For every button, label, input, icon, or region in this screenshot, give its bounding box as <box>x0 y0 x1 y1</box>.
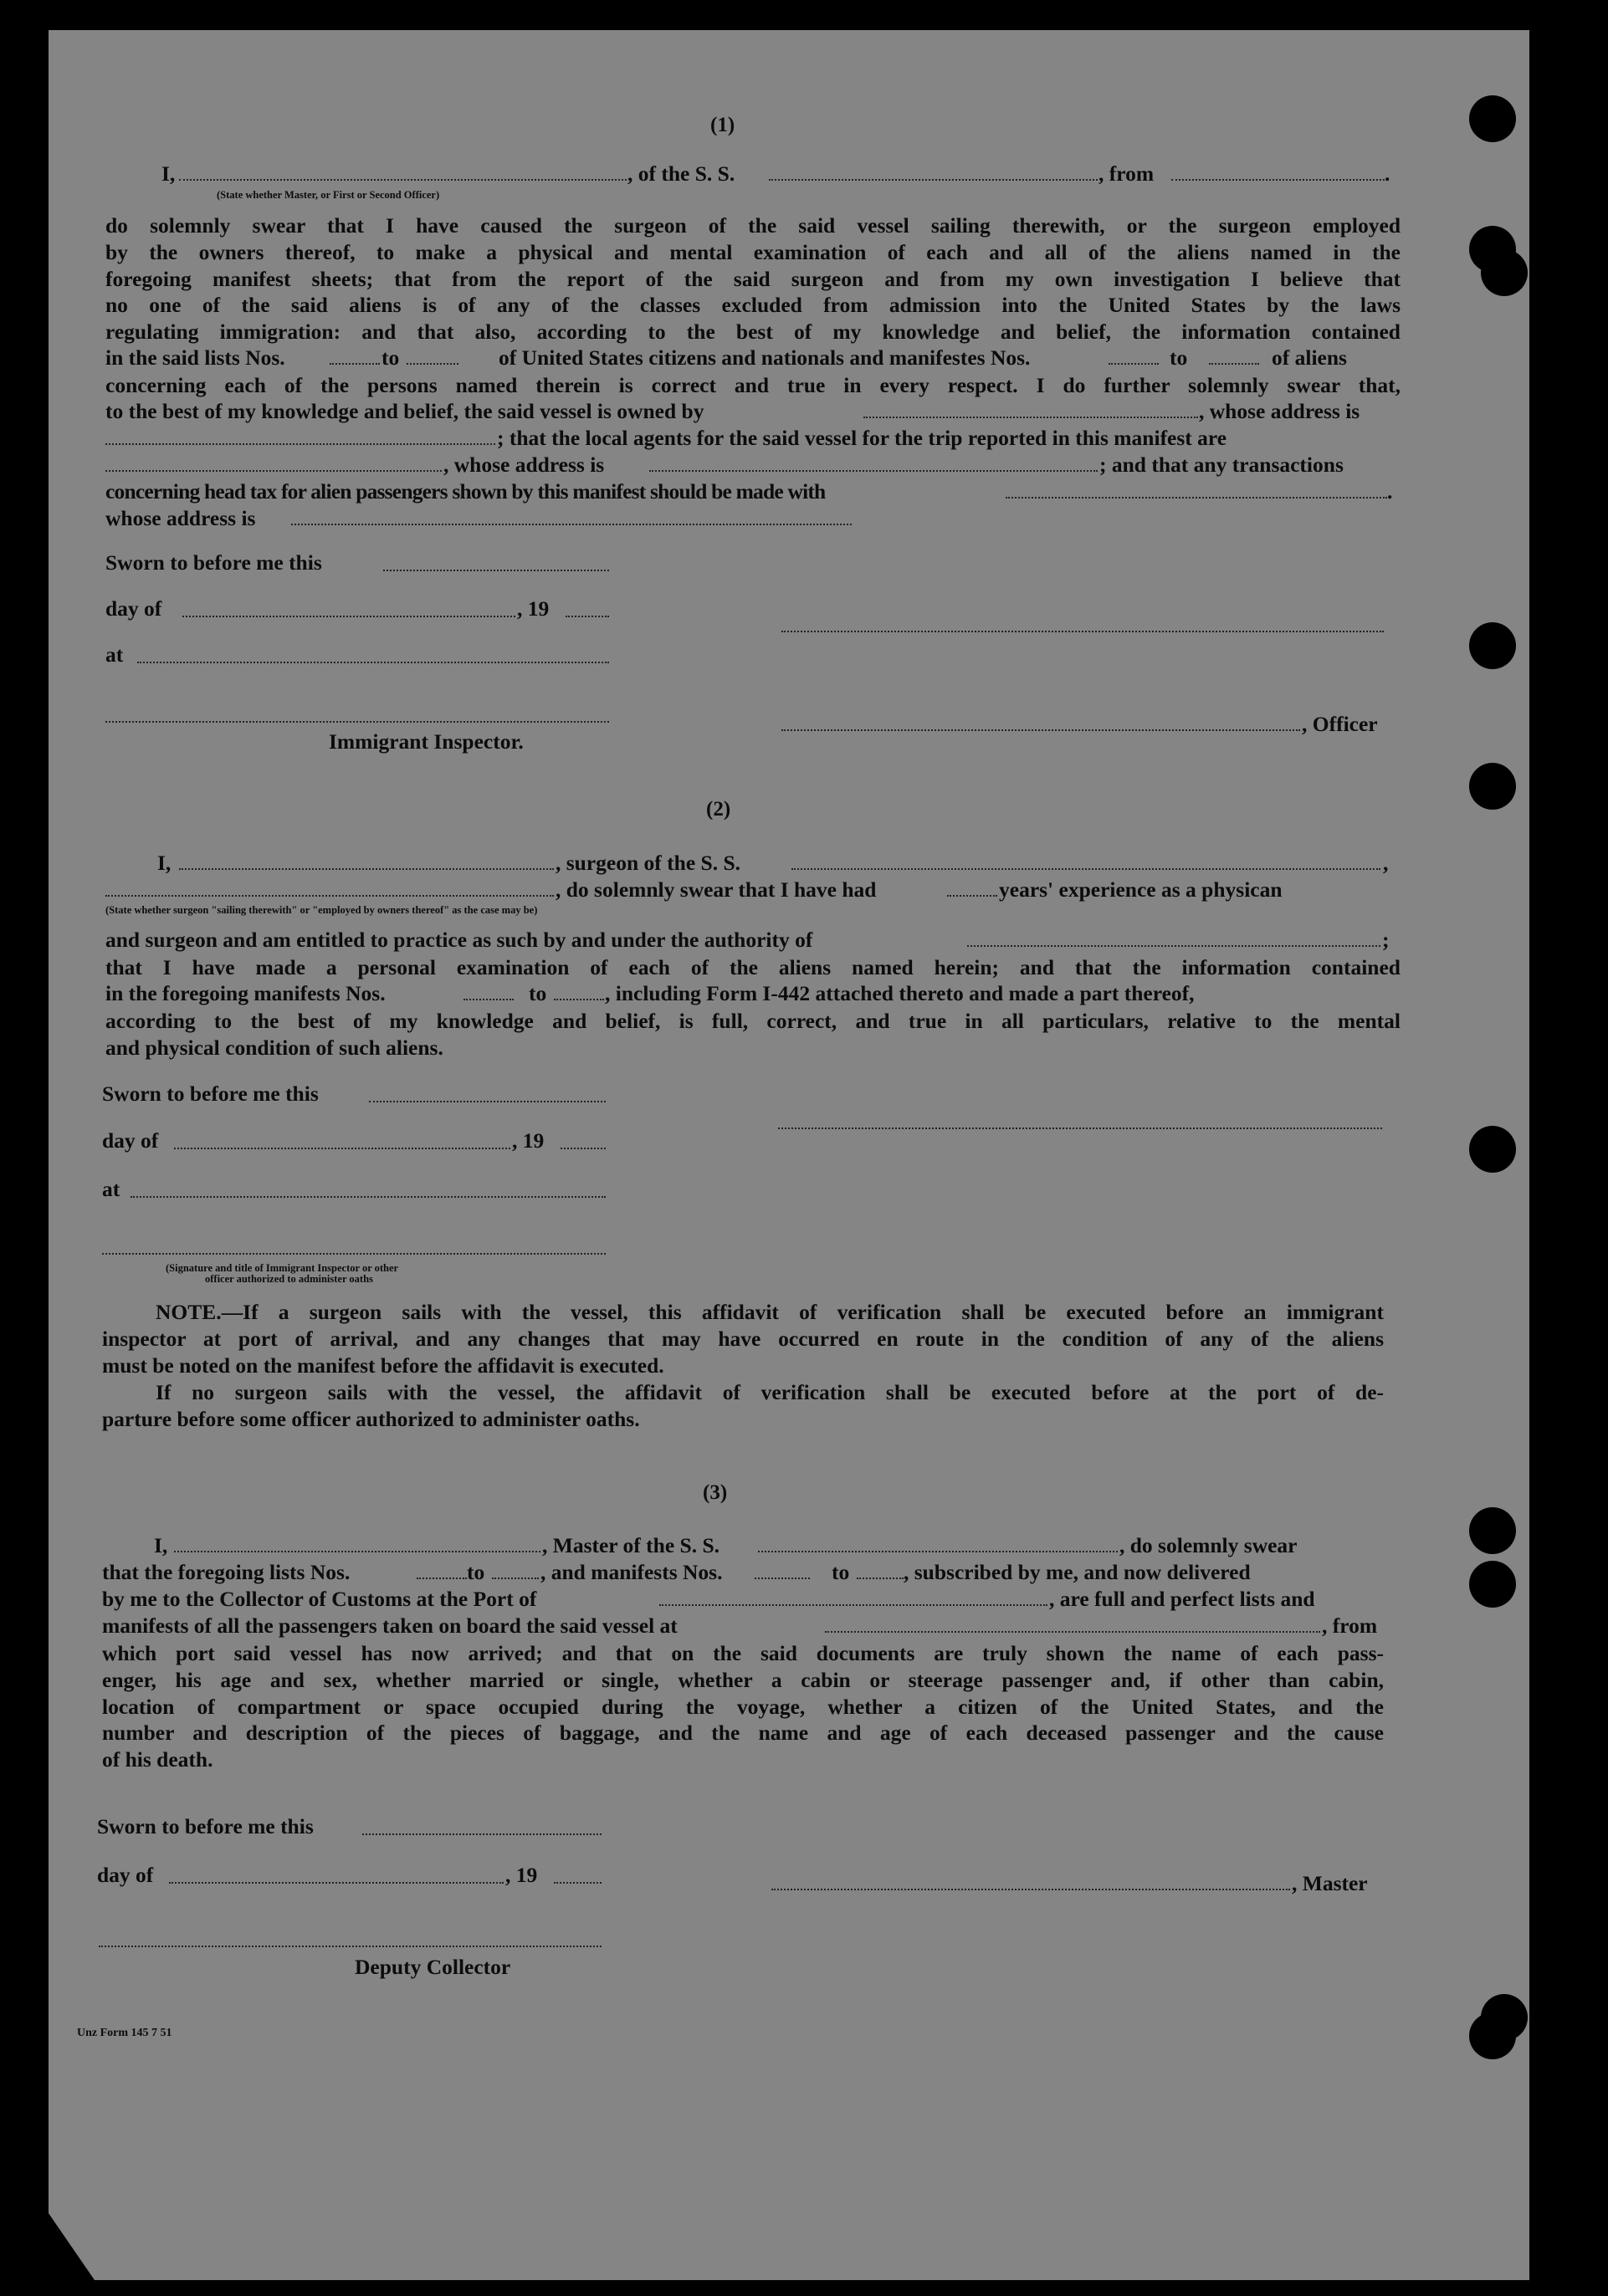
s1-at: at <box>105 642 124 667</box>
s2-paragraph-b <box>105 1008 1401 1061</box>
s1-line-2: by the owners thereof, to make a physical and mental examination of each and all of the aliens named in the <box>105 239 1401 264</box>
s3-line-6: enger, his age and sex, whether married or single, whether a cabin or steerage passenger and, if other than cabin, <box>102 1667 1384 1692</box>
s1-officer-line[interactable] <box>781 729 1300 731</box>
s1-of-ss: , of the S. S. <box>627 161 735 186</box>
s1-signature-line[interactable] <box>781 631 1384 632</box>
s3-l2-d: to <box>832 1560 850 1584</box>
s2-authority-field[interactable] <box>967 945 1380 947</box>
s2-years-field[interactable] <box>947 895 997 897</box>
s3-l3-a: by me to the Collector of Customs at the Port of <box>102 1587 537 1611</box>
s1-from: , from <box>1098 161 1155 186</box>
section-2-number: (2) <box>706 798 731 821</box>
s2-note-line-1: NOTE.—If a surgeon sails with the vessel, this affidavit of verification shall be executed before an immigrant <box>156 1300 1384 1324</box>
s3-l3-b: , are full and perfect lists and <box>1049 1587 1315 1611</box>
s1-vessel-field[interactable] <box>769 179 1098 181</box>
s3-master-signature-line[interactable] <box>771 1889 1290 1890</box>
s1-month-field[interactable] <box>182 616 515 617</box>
s1-l8-a: to the best of my knowledge and belief, the said vessel is owned by <box>105 399 704 423</box>
s2-comma: , <box>1383 851 1389 875</box>
s3-day-of: day of <box>97 1863 154 1887</box>
form-number: Unz Form 145 7 51 <box>77 2027 172 2039</box>
s3-boarding-port-field[interactable] <box>825 1631 1320 1633</box>
s2-line-4: that I have made a personal examination of each of the aliens named herein; and that the information contained <box>105 955 1401 979</box>
s2-note-line-3: must be noted on the manifest before the affidavit is executed. <box>102 1353 664 1378</box>
s1-line-1: do solemnly swear that I have caused the surgeon of the said vessel sailing therewith, or the surgeon employed <box>105 213 1401 238</box>
s3-lists-from-field[interactable] <box>417 1578 467 1579</box>
s1-l6-d: to <box>1170 345 1188 370</box>
s1-master-name-field[interactable] <box>179 179 627 181</box>
s3-lists-to-field[interactable] <box>492 1578 539 1579</box>
s1-agent-address-field[interactable] <box>649 470 1098 472</box>
s1-inspector: Immigrant Inspector. <box>329 729 524 754</box>
s3-l2-e: , subscribed by me, and now delivered <box>904 1560 1251 1584</box>
s3-l2-a: that the foregoing lists Nos. <box>102 1560 351 1584</box>
s1-at-field[interactable] <box>137 662 609 663</box>
s3-vessel-field[interactable] <box>758 1551 1118 1552</box>
s1-l10-b: ; and that any transactions <box>1099 453 1344 477</box>
s3-lead: I, <box>154 1533 168 1557</box>
s1-headtax-field[interactable] <box>1006 497 1387 499</box>
s3-port-field[interactable] <box>659 1604 1047 1606</box>
s3-manifests-to-field[interactable] <box>857 1578 904 1579</box>
s1-l10-a: , whose address is <box>443 453 605 477</box>
s1-line-3: foregoing manifest sheets; that from the report of the said surgeon and from my own investigation I believe that <box>105 266 1401 291</box>
torn-corner <box>49 2213 95 2280</box>
s2-nineteen: , 19 <box>512 1128 545 1153</box>
s3-line-5: which port said vessel has now arrived; and that on the said documents are truly shown the name of each pass- <box>102 1641 1384 1665</box>
s2-year-field[interactable] <box>561 1148 606 1149</box>
s1-nineteen: , 19 <box>517 596 550 621</box>
s1-inspector-line[interactable] <box>105 721 609 723</box>
s2-l3-end: ; <box>1382 928 1390 952</box>
s1-period: . <box>1385 161 1390 186</box>
s1-l6-b: to <box>382 345 400 370</box>
s2-month-field[interactable] <box>174 1148 510 1149</box>
s1-line-7: concerning each of the persons named therein is correct and true in every respect. I do further solemnly swear that, <box>105 373 1401 397</box>
s3-nineteen: , 19 <box>505 1863 538 1887</box>
s3-master: , Master <box>1292 1871 1368 1895</box>
s3-deputy-line[interactable] <box>99 1946 602 1947</box>
s1-line-5: regulating immigration: and that also, according to the best of my knowledge and belief, the information contained <box>105 320 1401 345</box>
s1-l9: ; that the local agents for the said vessel for the trip reported in this manifest are <box>497 426 1227 450</box>
s1-agent-field[interactable] <box>105 470 442 472</box>
s2-manifests-to-field[interactable] <box>554 999 604 1000</box>
s2-line-7: and physical condition of such aliens. <box>105 1035 443 1060</box>
s2-signature-line[interactable] <box>778 1128 1382 1129</box>
s1-l6-a: in the said lists Nos. <box>105 345 285 370</box>
s1-manifests-to-field[interactable] <box>1209 363 1259 365</box>
s2-status-field[interactable] <box>105 895 554 897</box>
s2-at-field[interactable] <box>131 1196 606 1198</box>
s1-l6-e: of aliens <box>1272 345 1347 370</box>
section-1-number: (1) <box>710 114 735 136</box>
s1-headtax-address-field[interactable] <box>291 524 852 525</box>
s3-paragraph <box>102 1640 1384 1773</box>
s3-manifests-from-field[interactable] <box>755 1578 810 1579</box>
binder-hole-1 <box>1469 95 1516 142</box>
binder-hole-5 <box>1469 763 1516 810</box>
s2-sig-note-2: officer authorized to administer oaths <box>205 1273 373 1285</box>
s1-l8-b: , whose address is <box>1199 399 1360 423</box>
s3-l2-c: , and manifests Nos. <box>540 1560 723 1584</box>
s1-sworn-day-field[interactable] <box>383 570 609 571</box>
s1-l11: concerning head tax for alien passengers shown by this manifest should be made with <box>105 479 826 504</box>
s2-sig-note-1: (Signature and title of Immigrant Inspector or other <box>166 1262 399 1274</box>
s1-sworn: Sworn to before me this <box>105 550 322 575</box>
binder-hole-7 <box>1469 1507 1516 1554</box>
s3-l4-a: manifests of all the passengers taken on board the said vessel at <box>102 1613 678 1638</box>
s2-vessel-field[interactable] <box>791 868 1380 870</box>
binder-hole-10 <box>1481 1994 1528 2041</box>
s2-paragraph-a <box>105 954 1401 981</box>
section-3-number: (3) <box>703 1481 728 1504</box>
s2-manifests-from-field[interactable] <box>463 999 514 1000</box>
s1-l12: whose address is <box>105 506 256 530</box>
s2-note: (State whether surgeon "sailing therewith" or "employed by owners thereof" as the case may be) <box>105 904 538 916</box>
s3-swear: , do solemnly swear <box>1119 1533 1298 1557</box>
s1-master-note: (State whether Master, or First or Second Officer) <box>217 189 440 201</box>
s2-swear: , do solemnly swear that I have had <box>556 877 877 902</box>
s2-surgeon-of: , surgeon of the S. S. <box>556 851 741 875</box>
s2-note-line-4: If no surgeon sails with the vessel, the affidavit of verification shall be executed before at the port of de- <box>156 1380 1384 1404</box>
s1-owner-field[interactable] <box>863 417 1198 418</box>
s3-year-field[interactable] <box>554 1882 602 1884</box>
s2-inspector-line[interactable] <box>102 1253 606 1255</box>
s2-sworn: Sworn to before me this <box>102 1082 319 1106</box>
s1-paragraph <box>105 212 1401 345</box>
s1-paragraph-b <box>105 372 1401 399</box>
binder-hole-8 <box>1469 1561 1516 1608</box>
s3-month-field[interactable] <box>169 1882 504 1884</box>
binder-hole-3 <box>1481 249 1528 296</box>
s1-day-of: day of <box>105 596 162 621</box>
s3-l2-b: to <box>467 1560 485 1584</box>
s2-sworn-day-field[interactable] <box>369 1101 606 1102</box>
s1-year-field[interactable] <box>566 616 609 617</box>
s3-l4-b: , from <box>1322 1613 1378 1638</box>
s3-sworn: Sworn to before me this <box>97 1814 314 1838</box>
binder-hole-6 <box>1469 1126 1516 1173</box>
s2-note-line-5: parture before some officer authorized to administer oaths. <box>102 1407 640 1431</box>
s2-line-6: according to the best of my knowledge and belief, is full, correct, and true in all particulars, relative to the mental <box>105 1009 1401 1033</box>
s2-lead: I, <box>157 851 172 875</box>
s2-years: years' experience as a physican <box>999 877 1283 902</box>
s2-day-of: day of <box>102 1128 159 1153</box>
s3-line-8: number and description of the pieces of baggage, and the name and age of each deceased passenger and the cause <box>102 1721 1384 1746</box>
s2-at: at <box>102 1177 120 1201</box>
s1-l6-c: of United States citizens and nationals and manifestes Nos. <box>499 345 1031 370</box>
s2-l3: and surgeon and am entitled to practice as such by and under the authority of <box>105 928 813 952</box>
s3-deputy: Deputy Collector <box>355 1955 511 1979</box>
s1-l11-end: . <box>1387 479 1393 504</box>
s3-master-of: , Master of the S. S. <box>542 1533 720 1557</box>
s2-l5-b: to <box>529 981 547 1005</box>
binder-hole-4 <box>1469 622 1516 669</box>
s1-owner-address-field[interactable] <box>105 443 495 445</box>
s2-l5-c: , including Form I-442 attached thereto and made a part thereof, <box>605 981 1195 1005</box>
s1-lists-to-field[interactable] <box>407 363 458 365</box>
s1-lists-from-field[interactable] <box>330 363 380 365</box>
s3-master-name-field[interactable] <box>174 1551 540 1552</box>
s1-from-field[interactable] <box>1171 179 1385 181</box>
s2-note-line-2: inspector at port of arrival, and any changes that may have occurred en route in the condition of any of the aliens <box>102 1327 1384 1351</box>
s3-line-9: of his death. <box>102 1747 213 1772</box>
s2-surgeon-name-field[interactable] <box>179 868 554 870</box>
s1-lead: I, <box>161 161 176 186</box>
s1-line-4: no one of the said aliens is of any of the classes excluded from admission into the United States by the laws <box>105 293 1401 318</box>
s3-sworn-day-field[interactable] <box>362 1833 602 1835</box>
s3-line-7: location of compartment or space occupied during the voyage, whether a citizen of the United States, and the <box>102 1694 1384 1719</box>
s1-manifests-from-field[interactable] <box>1109 363 1159 365</box>
s2-l5-a: in the foregoing manifests Nos. <box>105 981 386 1005</box>
manifest-affidavit-page <box>49 30 1529 2280</box>
s1-officer: , Officer <box>1302 712 1378 736</box>
